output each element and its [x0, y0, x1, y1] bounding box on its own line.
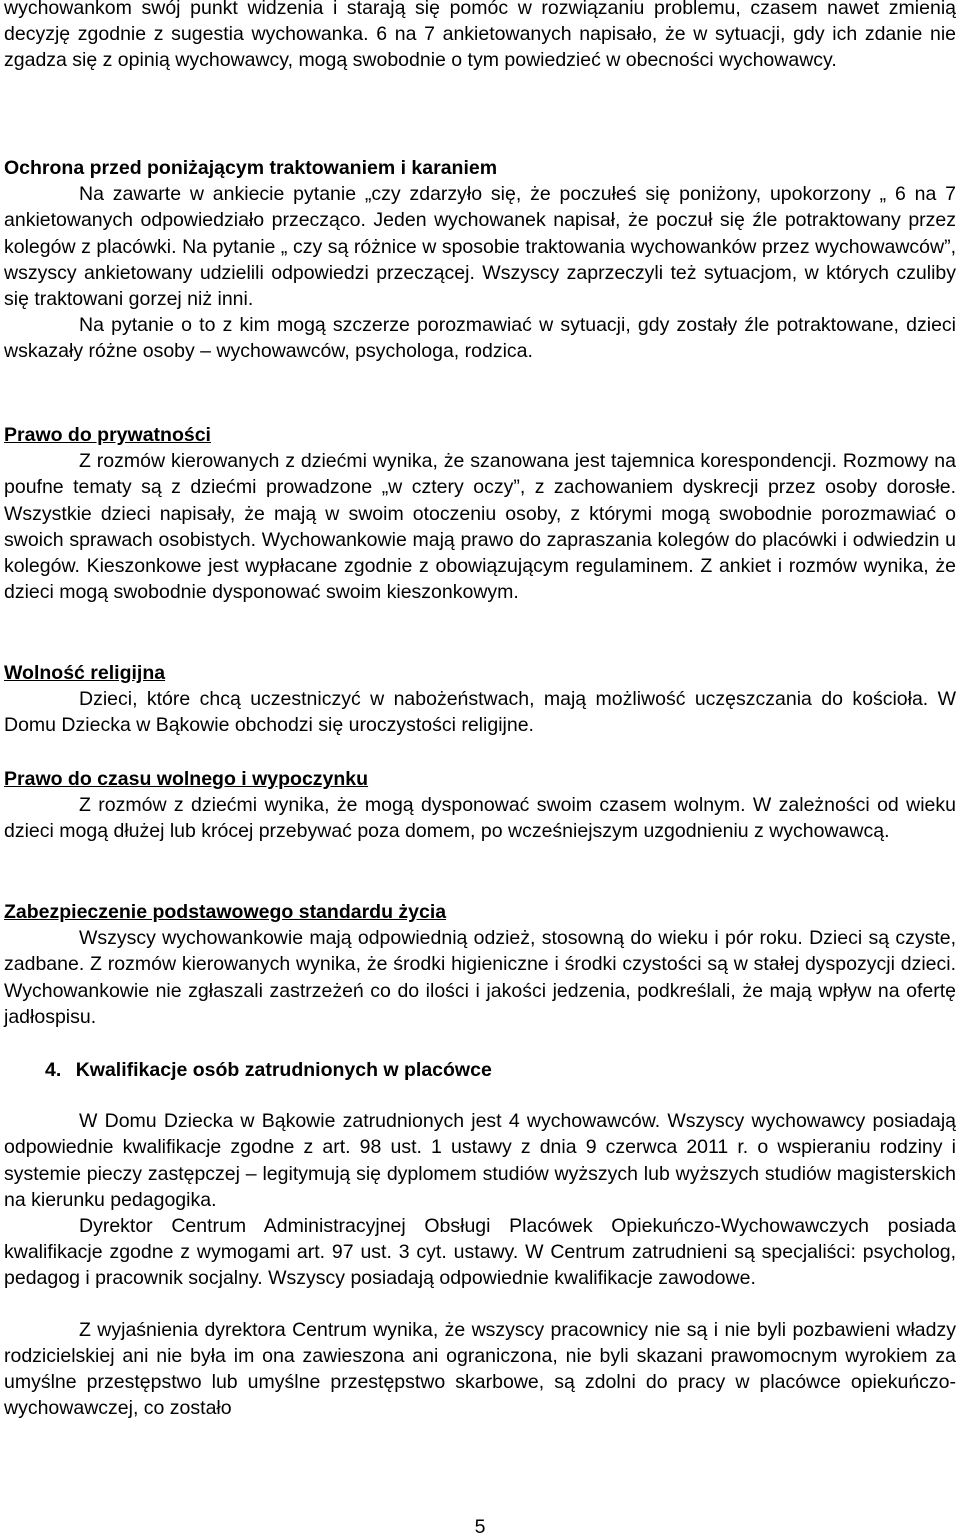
- paragraph: Na pytanie o to z kim mogą szczerze porozmawiać w sytuacji, gdy zostały źle potraktowane, dzieci wskazały różne osoby – wychowawców, psychologa, rodzica.: [4, 314, 956, 363]
- section-heading-ochrona: Ochrona przed poniżającym traktowaniem i karaniem: [4, 157, 498, 179]
- section-heading-prywatnosc: Prawo do prywatności: [4, 424, 211, 446]
- intro-paragraph: wychowankom swój punkt widzenia i starają się pomóc w rozwiązaniu problemu, czasem nawet zmienią decyzję zgodnie z sugestia wychowanka. 6 na 7 ankietowanych napisało, że w sytuacji, gdy ich zdanie nie zgadza się z opinią wychowawcy, mogą swobodnie o tym powiedzieć w obecności wychowawcy.: [4, 0, 956, 72]
- section-heading-kwalifikacje: [45, 1057, 956, 1083]
- section-czas-wolny: [4, 766, 956, 845]
- section-ochrona: [4, 155, 956, 365]
- section-heading-standard: Zabezpieczenie podstawowego standardu życia: [4, 901, 447, 923]
- paragraph: Na zawarte w ankiecie pytanie „czy zdarzyło się, że poczułeś się poniżony, upokorzony „ 6 na 7 ankietowanych odpowiedziało przecząco. Jeden wychowanek napisał, że poczuł się źle potraktowany przez kolegów z placówki. Na pytanie „ czy są różnice w sposobie traktowania wychowanków przez wychowawców”, wszyscy ankietowany udzielili odpowiedzi przeczącej. Wszyscy zaprzeczyli też sytuacjom, w których czuliby się traktowani gorzej niż inni.: [4, 183, 956, 311]
- section-title: Kwalifikacje osób zatrudnionych w placówce: [75, 1059, 492, 1081]
- section-heading-wolnosc: Wolność religijna: [4, 662, 166, 684]
- paragraph: Z rozmów z dziećmi wynika, że mogą dysponować swoim czasem wolnym. W zależności od wieku dzieci mogą dłużej lub krócej przebywać poza domem, po wcześniejszym uzgodnieniu z wychowawcą.: [4, 794, 956, 843]
- paragraph: Dzieci, które chcą uczestniczyć w nabożeństwach, mają możliwość uczęszczania do kościoła. W Domu Dziecka w Bąkowie obchodzi się uroczystości religijne.: [4, 688, 956, 737]
- page-number: 5: [474, 1516, 486, 1538]
- paragraph: Z wyjaśnienia dyrektora Centrum wynika, że wszyscy pracownicy nie są i nie byli pozbawieni władzy rodzicielskiej ani nie była im ona zawieszona ani ograniczona, nie byli skazani prawomocnym wyrokiem za umyślne przestępstwo lub umyślne przestępstwo skarbowe, są zdolni do pracy w placówce opiekuńczo-wychowawczej, co zostało: [4, 1318, 956, 1420]
- paragraph: Wszyscy wychowankowie mają odpowiednią odzież, stosowną do wieku i pór roku. Dzieci są czyste, zadbane. Z rozmów kierowanych wynika, że środki higieniczne i środki czystości są w stałej dyspozycji dzieci. Wychowankowie nie zgłaszali zastrzeżeń co do ilości i jakości jedzenia, podkreślali, że mają wpływ na ofertę jadłospisu.: [4, 927, 956, 1028]
- section-prywatnosc: [4, 422, 956, 605]
- paragraph: W Domu Dziecka w Bąkowie zatrudnionych jest 4 wychowawców. Wszyscy wychowawcy posiadają odpowiednie kwalifikacje zgodne z art. 98 ust. 1 ustawy z dnia 9 czerwca 2011 r. o wspieraniu rodziny i systemie pieczy zastępczej – legitymują się dyplomem studiów wyższych lub wyższych studiów magisterskich na kierunku pedagogika.: [4, 1110, 956, 1211]
- section-wolnosc: [4, 660, 956, 739]
- section-number: 4.: [45, 1059, 62, 1081]
- paragraph: Z rozmów kierowanych z dziećmi wynika, że szanowana jest tajemnica korespondencji. Rozmowy na poufne tematy są z dziećmi prowadzone „w cztery oczy”, z zachowaniem dyskrecji przez osoby dorosłe. Wszystkie dzieci napisały, że mają w swoim otoczeniu osoby, z którymi mogą swobodnie porozmawiać o swoich sprawach osobistych. Wychowankowie mają prawo do zapraszania kolegów do placówki i odwiedzin u kolegów. Kieszonkowe jest wypłacane zgodnie z obowiązującym regulaminem. Z ankiet i rozmów wynika, że dzieci mogą swobodnie dysponować swoim kieszonkowym.: [4, 450, 956, 604]
- section-heading-czas-wolny: Prawo do czasu wolnego i wypoczynku: [4, 768, 369, 790]
- section-kwalifikacje: [4, 1057, 956, 1421]
- section-standard: [4, 899, 956, 1030]
- paragraph: Dyrektor Centrum Administracyjnej Obsługi Placówek Opiekuńczo-Wychowawczych posiada kwalifikacje zgodne z wymogami art. 97 ust. 3 cyt. ustawy. W Centrum zatrudnieni są specjaliści: psycholog, pedagog i pracownik socjalny. Wszyscy posiadają odpowiednie kwalifikacje zawodowe.: [4, 1215, 956, 1290]
